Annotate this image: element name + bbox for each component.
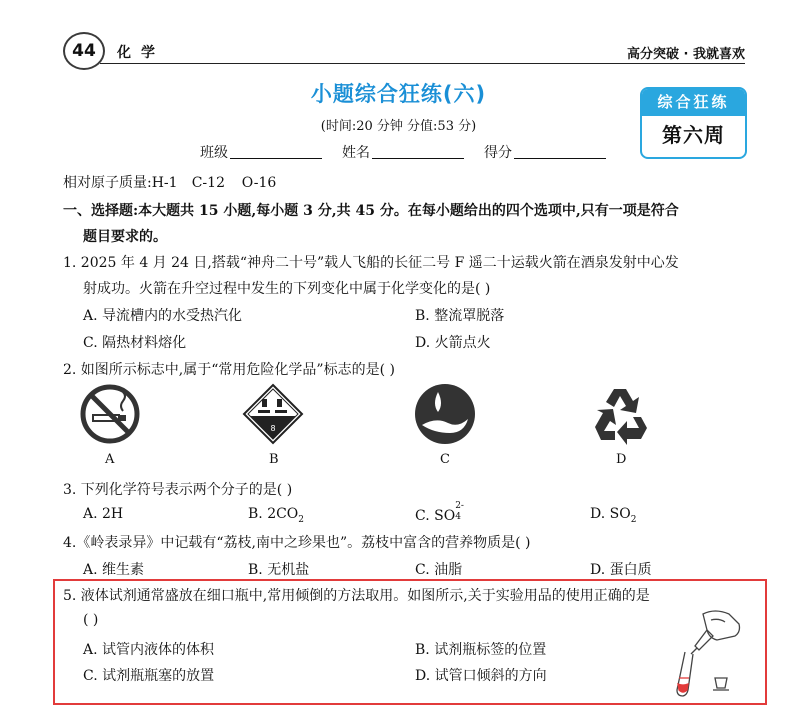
week-badge — [640, 87, 747, 159]
mass-c: C-12 — [191, 175, 225, 191]
q5-option-d[interactable]: D. 试管口倾斜的方向 — [415, 668, 547, 684]
q4-option-b[interactable]: B. 无机盐 — [248, 562, 310, 578]
q2-label-c: C — [440, 452, 450, 467]
q1-option-d[interactable]: D. 火箭点火 — [415, 335, 491, 351]
week-badge-bottom: 第六周 — [662, 123, 725, 147]
q5-stem-line1: 5. 液体试剂通常盛放在细口瓶中,常用倾倒的方法取用。如图所示,关于实验用品的使用正确的是 — [63, 588, 650, 604]
q3-stem: 3. 下列化学符号表示两个分子的是( ) — [63, 482, 293, 498]
q5-option-b[interactable]: B. 试剂瓶标签的位置 — [415, 642, 547, 658]
q1-option-c[interactable]: C. 隔热材料熔化 — [83, 335, 187, 351]
q2-label-d: D — [616, 452, 627, 467]
q2-stem: 2. 如图所示标志中,属于“常用危险化学品”标志的是( ) — [63, 362, 395, 378]
recycle-icon[interactable] — [589, 383, 651, 445]
q1-stem-line2: 射成功。火箭在升空过程中发生的下列变化中属于化学变化的是( ) — [83, 281, 491, 297]
q3-option-c[interactable]: C. SO 2- 4 — [415, 501, 464, 524]
q5-stem-line2: ( ) — [83, 612, 99, 628]
subject-label: 化学 — [117, 45, 165, 61]
q4-option-c[interactable]: C. 油脂 — [415, 562, 463, 578]
q1-stem-line1: 1. 2025 年 4 月 24 日,搭载“神舟二十号”载人飞船的长征二号 F 遥二十运载火箭在酒泉发射中心发 — [63, 255, 679, 271]
class-field[interactable]: 班级 — [200, 142, 322, 162]
q4-stem: 4.《岭表录异》中记载有“荔枝,南中之珍果也”。荔枝中富含的营养物质是( ) — [63, 535, 531, 551]
section-heading-line1: 一、选择题:本大题共 15 小题,每小题 3 分,共 45 分。在每小题给出的四个选项中,只有一项是符合 — [63, 203, 679, 219]
week-badge-top: 综合狂练 — [642, 89, 745, 116]
q5-option-a[interactable]: A. 试管内液体的体积 — [83, 642, 215, 658]
page-number-badge: 44 — [63, 32, 105, 70]
q4-option-d[interactable]: D. 蛋白质 — [590, 562, 652, 578]
q1-option-a[interactable]: A. 导流槽内的水受热汽化 — [83, 308, 243, 324]
class-blank[interactable] — [230, 144, 322, 159]
mass-h: H-1 — [151, 175, 178, 191]
atomic-mass-line: 相对原子质量:H-1 C-12 O-16 — [63, 175, 277, 191]
mass-o: O-16 — [241, 175, 277, 191]
q3-option-b[interactable]: B. $2CO_2$ — [248, 506, 305, 525]
svg-text:8: 8 — [270, 424, 276, 433]
q2-label-a: A — [105, 452, 115, 467]
score-blank[interactable] — [514, 144, 606, 159]
no-smoking-icon[interactable] — [79, 383, 141, 445]
q2-label-b: B — [269, 452, 279, 467]
section-heading-line2: 题目要求的。 — [83, 229, 167, 245]
q5-option-c[interactable]: C. 试剂瓶瓶塞的放置 — [83, 668, 215, 684]
pouring-liquid-illustration — [655, 606, 745, 698]
corrosive-hazard-icon[interactable] — [242, 383, 304, 445]
name-blank[interactable] — [372, 144, 464, 159]
q3-option-d[interactable]: D. $SO_2$ — [590, 506, 637, 525]
q4-option-a[interactable]: A. 维生素 — [83, 562, 145, 578]
name-field[interactable]: 姓名 — [342, 142, 464, 162]
score-field[interactable]: 得分 — [484, 142, 606, 162]
water-drop-icon[interactable] — [414, 383, 476, 445]
q1-option-b[interactable]: B. 整流罩脱落 — [415, 308, 505, 324]
page-title: 小题综合狂练(六) — [310, 82, 487, 106]
q3-option-a[interactable]: A. 2H — [83, 506, 124, 522]
header-slogan: 高分突破 · 我就喜欢 — [627, 47, 745, 62]
time-info: (时间:20 分钟 分值:53 分) — [320, 119, 477, 134]
header-rule — [100, 63, 745, 64]
